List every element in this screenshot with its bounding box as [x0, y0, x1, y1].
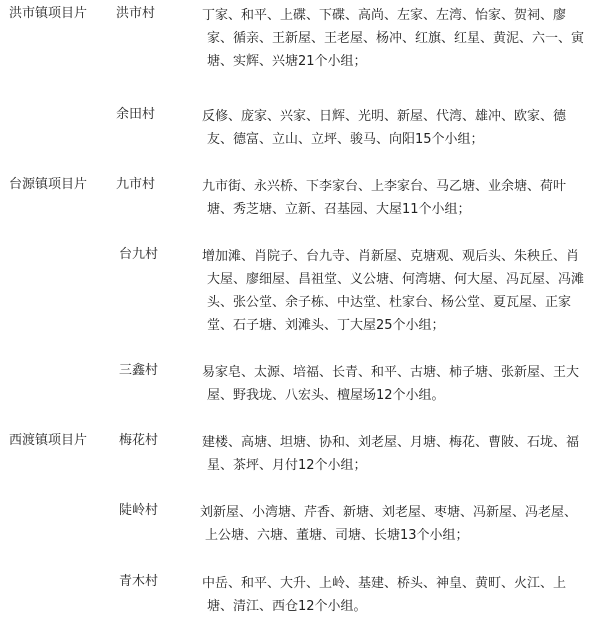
group-list-line: 塘、实辉、兴塘21个小组；	[207, 54, 367, 69]
group-list-line: 塘、秀芝塘、立新、召基园、大屋11个小组；	[207, 202, 471, 217]
group-list-line: 大屋、廖细屋、昌祖堂、义公塘、何湾塘、何大屋、冯瓦屋、冯滩	[207, 272, 585, 287]
group-list	[202, 105, 574, 151]
group-list-line: 友、德富、立山、立坪、骏马、向阳15个小组；	[207, 132, 484, 147]
village-name: 余田村	[116, 107, 156, 122]
group-list	[202, 431, 580, 477]
village-name: 陡岭村	[119, 503, 159, 518]
group-list-line: 丁家、和平、上碟、下碟、高尚、左家、左湾、怡家、贺祠、廖	[202, 8, 567, 23]
group-list-line: 家、循亲、王新屋、王老屋、杨冲、红旗、红星、黄泥、六一、寅	[207, 31, 585, 46]
group-list	[202, 572, 574, 618]
group-list-line: 建楼、高塘、坦塘、协和、刘老屋、月塘、梅花、曹陂、石垅、福	[202, 435, 580, 450]
group-list	[202, 4, 585, 73]
group-list	[202, 245, 585, 337]
group-list-line: 头、张公堂、余子栋、中达堂、杜家台、杨公堂、夏瓦屋、正家	[207, 295, 572, 310]
group-list-line: 中岳、和平、大升、上岭、基建、桥头、神皇、黄町、火江、上	[202, 576, 567, 591]
group-list-line: 屋、野我垅、八宏头、檀屋场12个小组。	[207, 388, 445, 403]
group-list-line: 上公塘、六塘、董塘、司塘、长塘13个小组；	[205, 528, 469, 543]
village-name: 青木村	[119, 574, 159, 589]
group-list-line: 易家皂、太源、培福、长青、和平、古塘、柿子塘、张新屋、王大	[202, 365, 580, 380]
village-name: 九市村	[116, 177, 156, 192]
group-list-line: 反修、庞家、兴家、日辉、光明、新屋、代湾、雄冲、欧家、德	[202, 109, 567, 124]
group-list	[202, 361, 580, 407]
village-name: 梅花村	[119, 433, 159, 448]
village-name: 台九村	[119, 247, 159, 262]
group-list-line: 九市街、永兴桥、下李家台、上李家台、马乙塘、业余塘、荷叶	[202, 179, 567, 194]
village-name: 三鑫村	[119, 363, 159, 378]
town-name: 洪市镇项目片	[9, 6, 88, 21]
group-list-line: 塘、清江、西仓12个小组。	[207, 599, 367, 614]
group-list-line: 堂、石子塘、刘滩头、丁大屋25个小组；	[207, 318, 445, 333]
group-list-line: 星、茶坪、月付12个小组；	[207, 458, 367, 473]
village-name: 洪市村	[116, 6, 156, 21]
group-list-line: 增加滩、肖院子、台九寺、肖新屋、克塘观、观后头、朱秧丘、肖	[202, 249, 580, 264]
group-list	[200, 501, 578, 547]
town-name: 西渡镇项目片	[9, 433, 88, 448]
group-list-line: 刘新屋、小湾塘、芹香、新塘、刘老屋、枣塘、冯新屋、冯老屋、	[200, 505, 578, 520]
group-list	[202, 175, 574, 221]
town-name: 台源镇项目片	[9, 177, 88, 192]
